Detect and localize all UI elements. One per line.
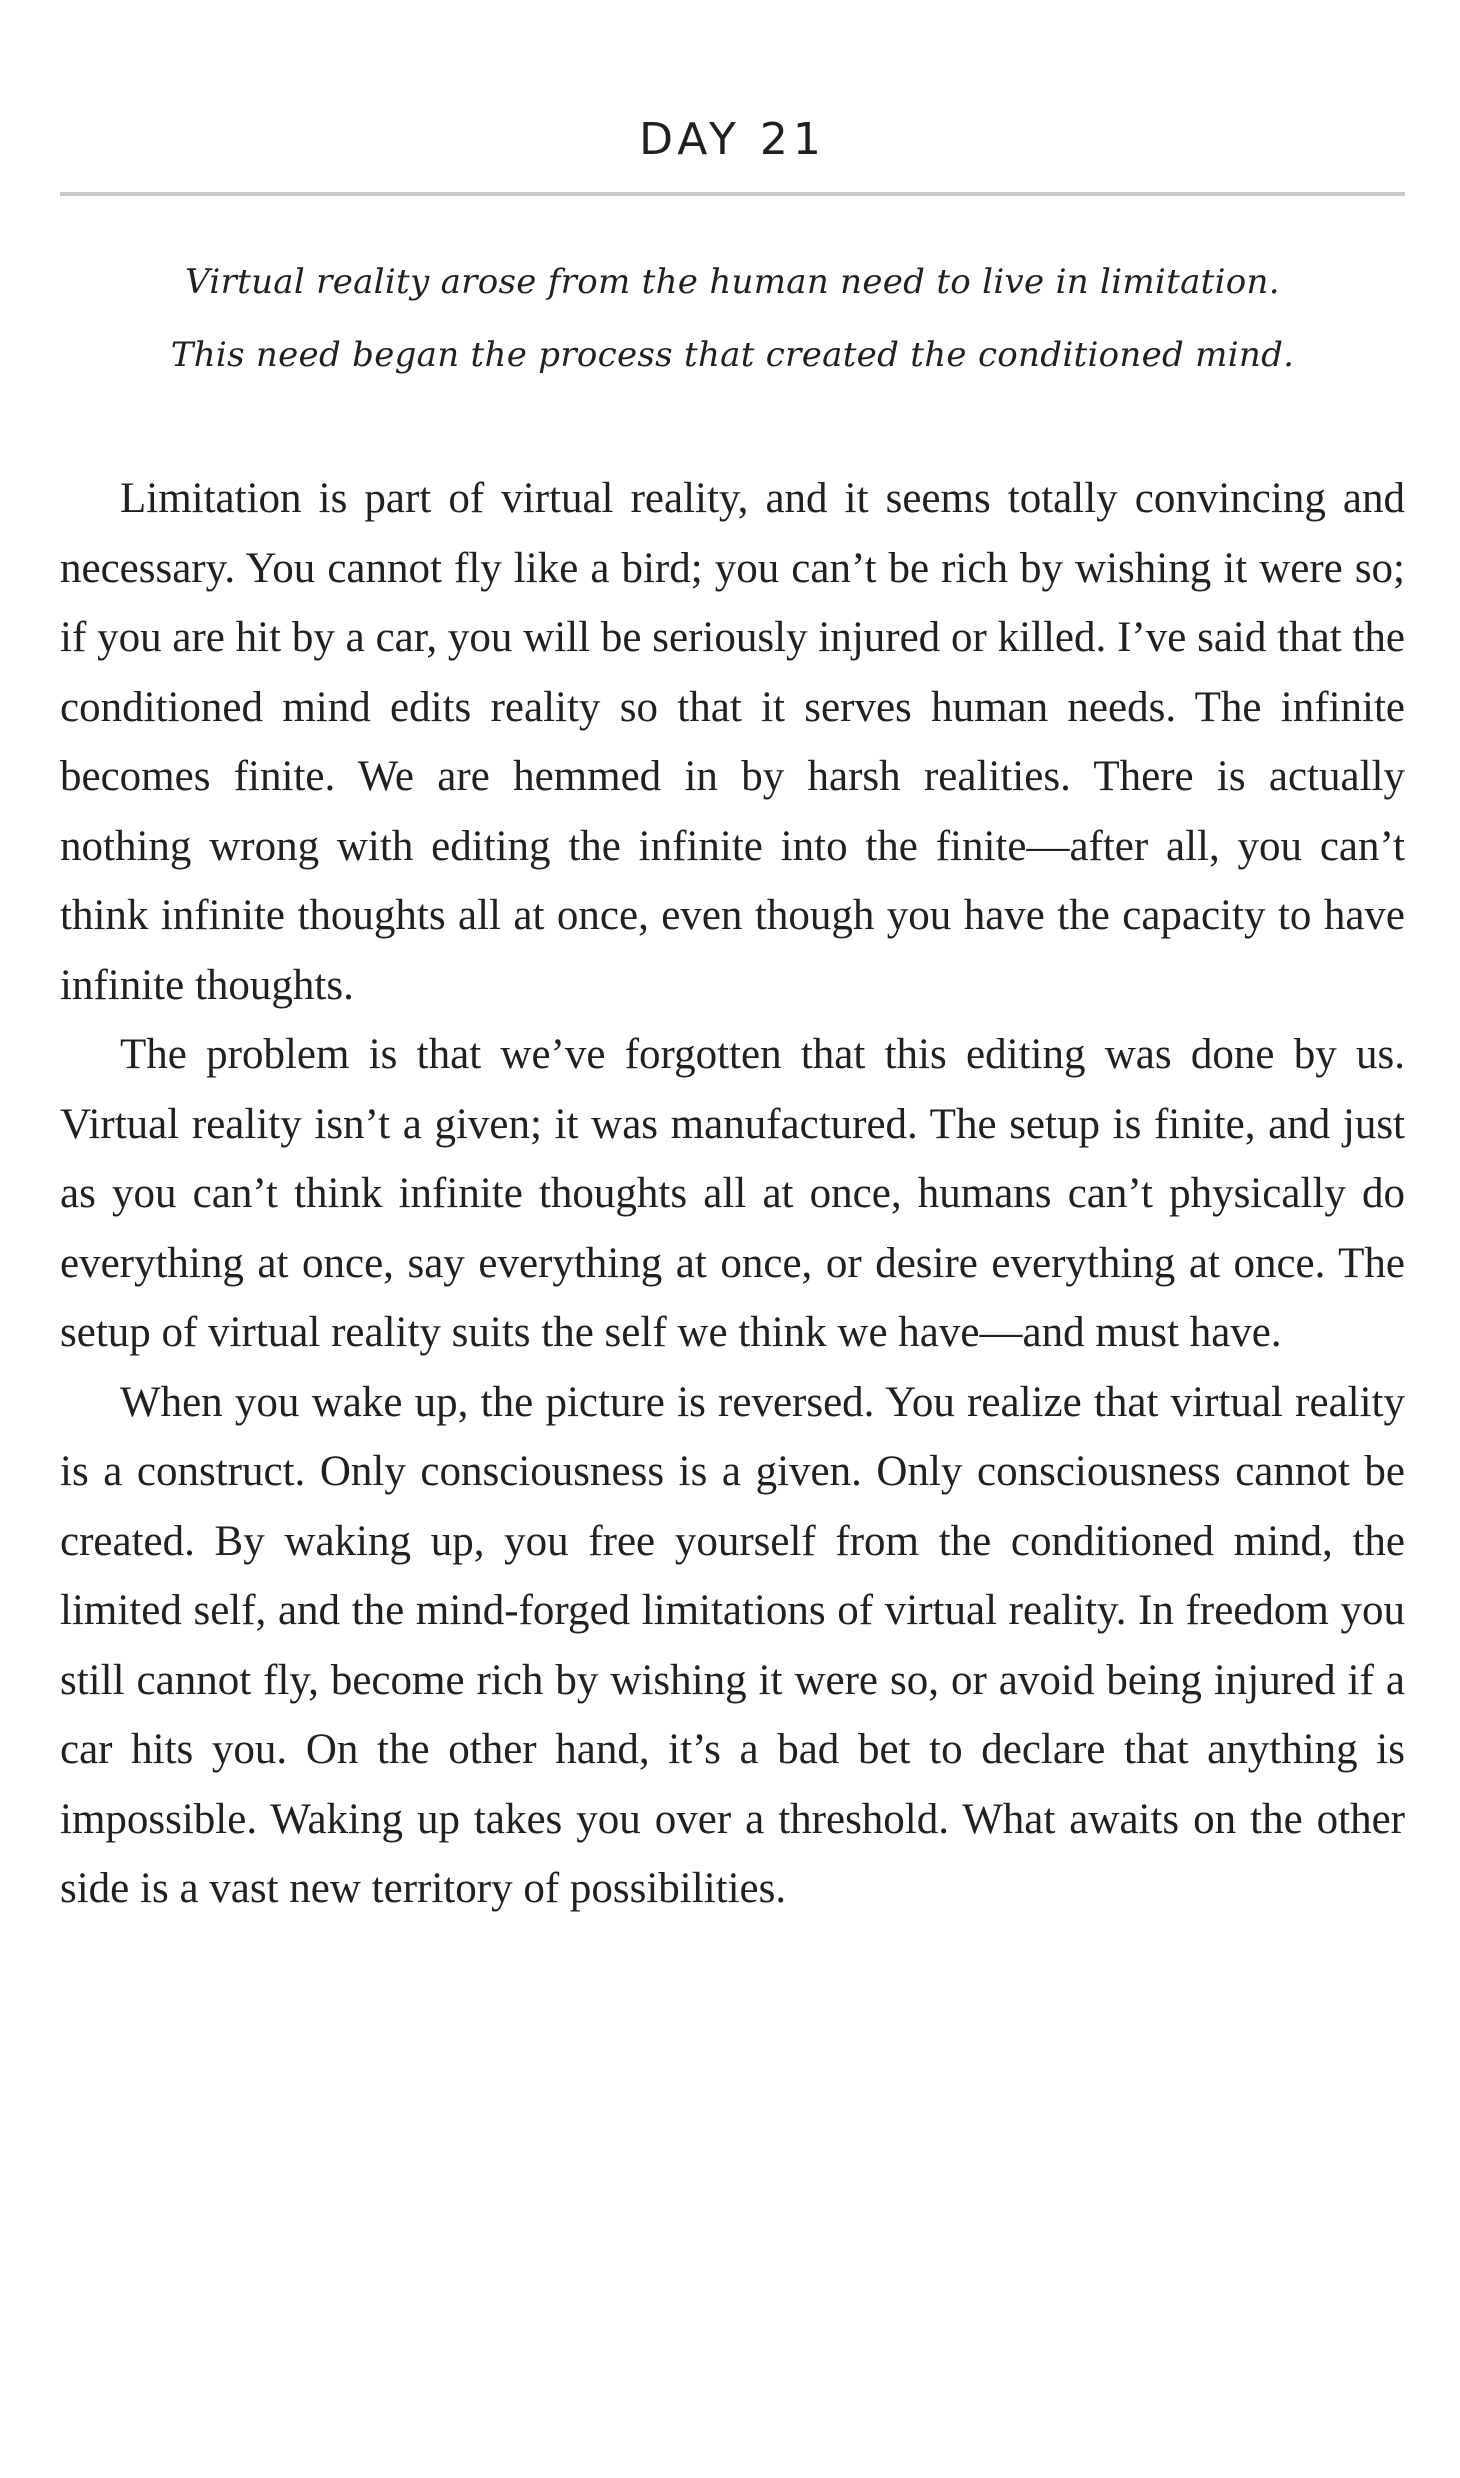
book-page	[60, 0, 1405, 1924]
epigraph-line-2: This need began the process that created the conditioned mind.	[170, 335, 1295, 375]
body-text	[60, 464, 1405, 1924]
paragraph-3: When you wake up, the picture is reversed. You realize that virtual reality is a construct. Only consciousness is a given. Only consciousness cannot be created. By waking up, you free yourself from the conditioned mind, the limited self, and the mind-forged limitations of virtual reality. In freedom you still cannot fly, become rich by wishing it were so, or avoid being injured if a car hits you. On the other hand, it’s a bad bet to declare that anything is impossible. Waking up takes you over a threshold. What awaits on the other side is a vast new territory of possibilities.	[60, 1378, 1405, 1912]
epigraph-line-1: Virtual reality arose from the human need to live in limitation.	[185, 262, 1280, 302]
epigraph	[60, 246, 1405, 392]
header-divider	[60, 192, 1405, 196]
day-heading: DAY 21	[639, 114, 826, 165]
paragraph-1: Limitation is part of virtual reality, and it seems totally convincing and necessary. You cannot fly like a bird; you can’t be rich by wishing it were so; if you are hit by a car, you will be seriously injured or killed. I’ve said that the conditioned mind edits reality so that it serves human needs. The infinite becomes finite. We are hemmed in by harsh realities. There is actually nothing wrong with editing the infinite into the finite—after all, you can’t think infinite thoughts all at once, even though you have the capacity to have infinite thoughts.	[60, 475, 1405, 1009]
paragraph-2: The problem is that we’ve forgotten that this editing was done by us. Virtual reality isn’t a given; it was manufactured. The setup is finite, and just as you can’t think infinite thoughts all at once, humans can’t physically do everything at once, say everything at once, or desire everything at once. The setup of virtual reality suits the self we think we have—and must have.	[60, 1031, 1405, 1356]
